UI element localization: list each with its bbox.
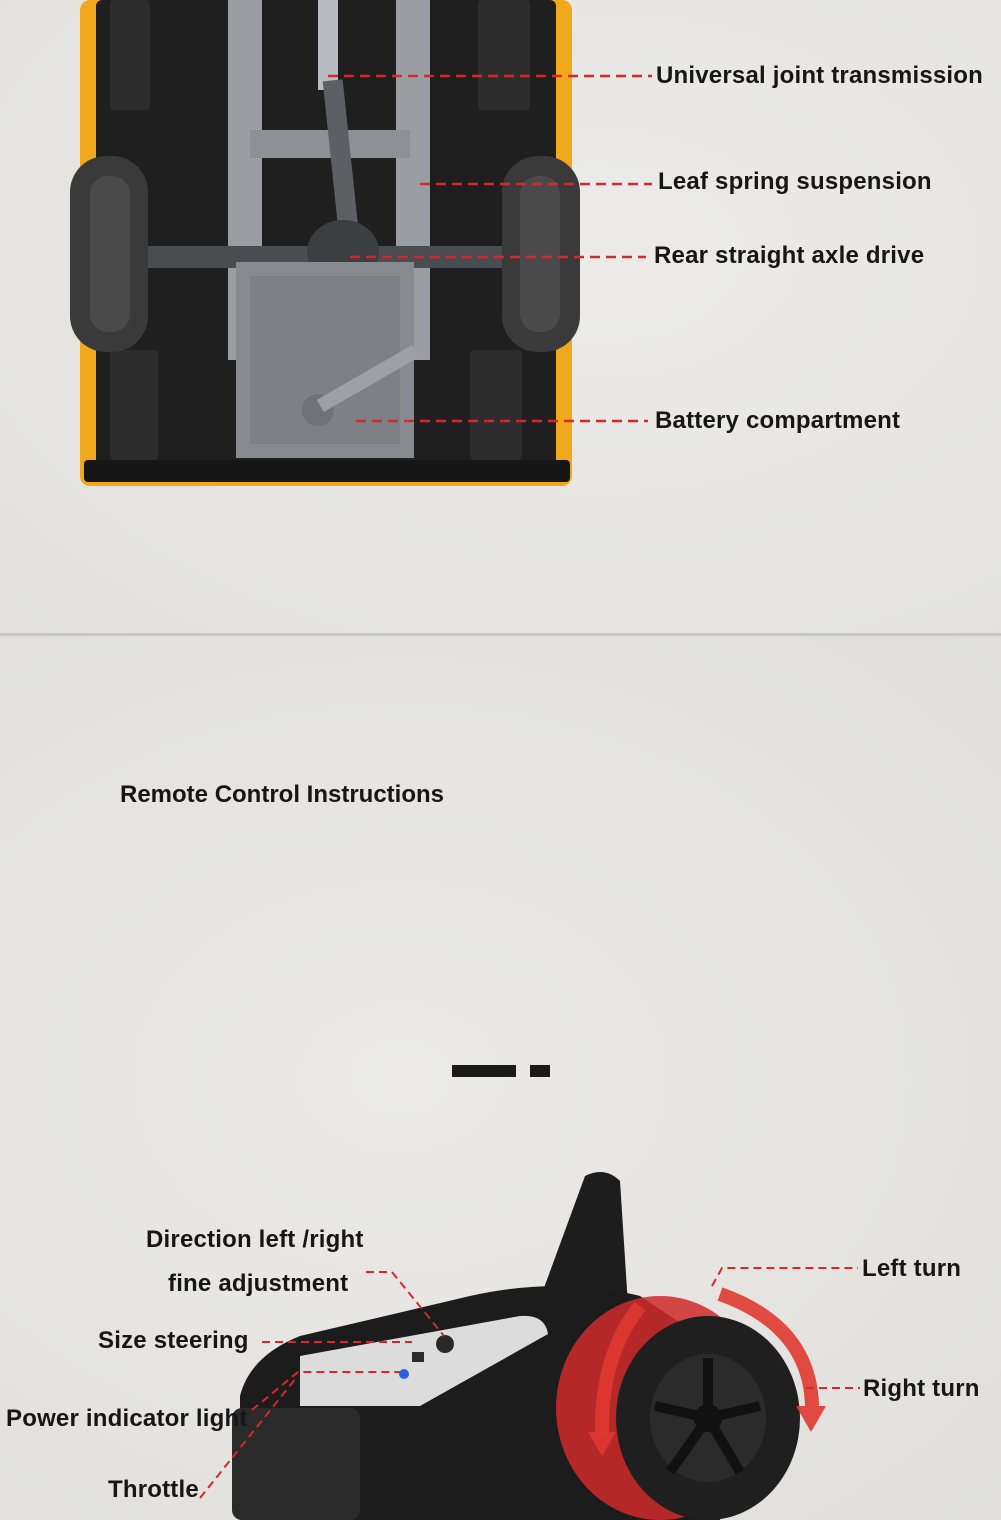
remote-illustration [0, 636, 1001, 1520]
chassis-panel [0, 0, 1001, 634]
left-rear-wheel [70, 156, 148, 352]
remote-panel [0, 636, 1001, 1520]
label-size-steering: Size steering [98, 1327, 249, 1354]
right-rear-wheel [502, 156, 580, 352]
remote-section-title: Remote Control Instructions [120, 781, 445, 808]
label-left-turn: Left turn [862, 1255, 962, 1282]
left-turn-callout [712, 1268, 858, 1286]
trim-knob [436, 1335, 454, 1353]
label-battery: Battery compartment [655, 407, 901, 434]
label-throttle: Throttle [108, 1476, 199, 1503]
label-direction-line2: fine adjustment [168, 1270, 349, 1297]
label-universal-joint: Universal joint transmission [656, 62, 984, 89]
label-direction-line1: Direction left /right [146, 1226, 364, 1253]
label-right-turn: Right turn [863, 1375, 980, 1402]
power-led [399, 1369, 409, 1379]
throttle-trigger [232, 1408, 360, 1520]
label-power-light: Power indicator light [6, 1405, 248, 1432]
label-rear-axle: Rear straight axle drive [654, 242, 925, 269]
chassis-illustration [0, 0, 1001, 634]
label-leaf-spring: Leaf spring suspension [658, 168, 932, 195]
